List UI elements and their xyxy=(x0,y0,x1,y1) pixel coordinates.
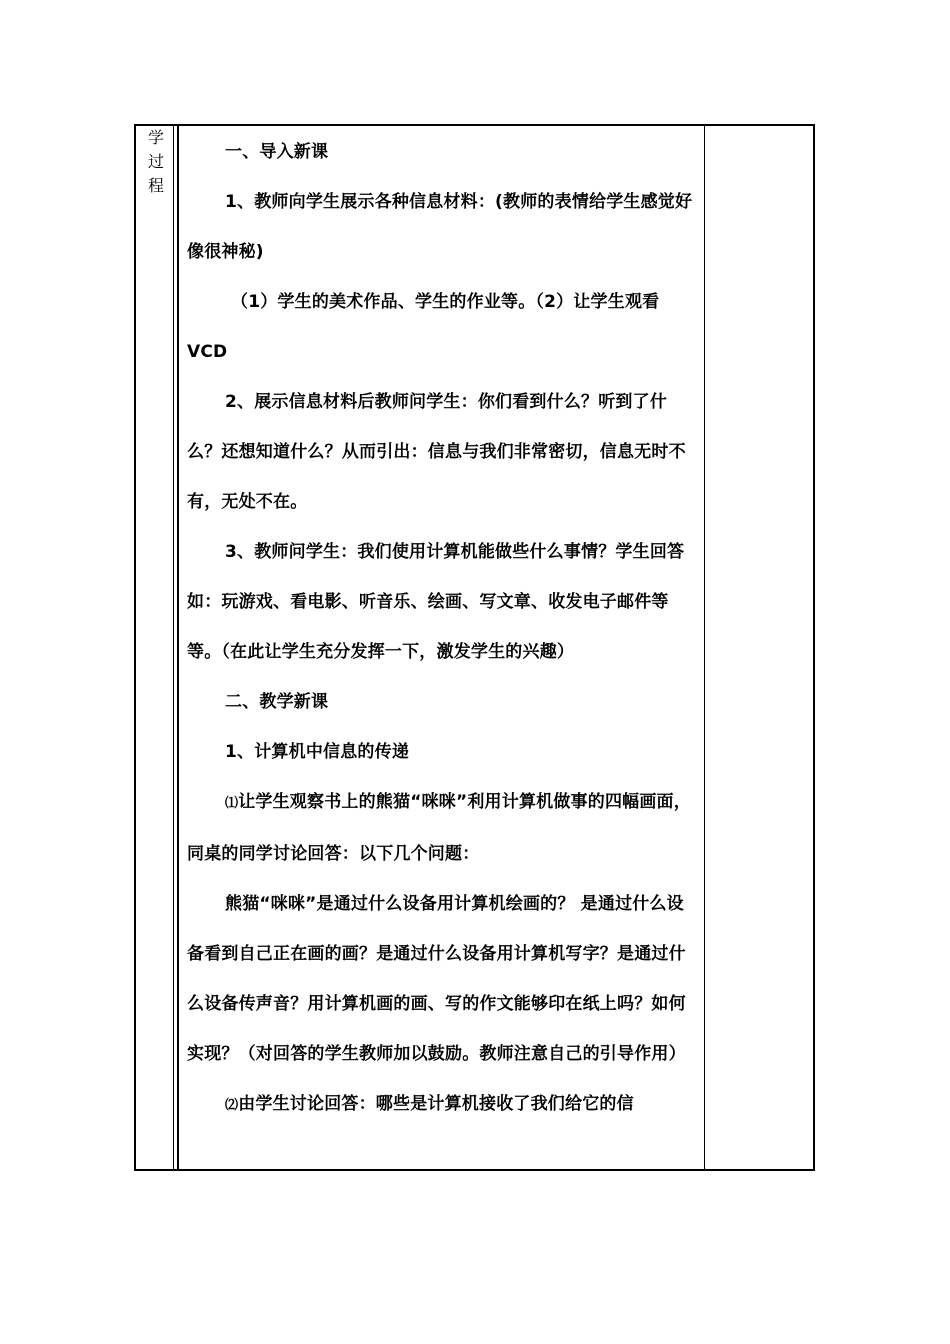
section-label-char: 过 xyxy=(147,152,164,171)
column-divider-right xyxy=(704,126,705,1169)
subheading-transfer: 1、计算机中信息的传递 xyxy=(225,742,410,762)
heading-new-lesson: 二、教学新课 xyxy=(225,692,329,712)
section-label-char: 程 xyxy=(147,176,164,195)
paragraph-questions: 熊猫“咪咪”是通过什么设备用计算机绘画的？ 是通过什么设备看到自己正在画的画？是通过什么设备用计算机写字？是通过什么设备传声音？用计算机画的画、写的作文能够印在纸上吗？如何实现？（对回答的学生教师加以鼓励。教师注意自己的引导作用） xyxy=(187,894,686,1064)
paragraph-discuss xyxy=(187,1079,699,1131)
paragraph-2: 2、展示信息材料后教师问学生：你们看到什么？听到了什么？还想知道什么？从而引出：信息与我们非常密切，信息无时不有，无处不在。 xyxy=(187,392,686,512)
paragraph-observe xyxy=(187,777,699,879)
column-divider-left xyxy=(177,126,179,1169)
paragraph-observe-text: 让学生观察书上的熊猫“咪咪”利用计算机做事的四幅画面，同桌的同学讨论回答：以下几个问题： xyxy=(187,792,691,864)
lesson-table xyxy=(134,124,815,1171)
column-divider-inner xyxy=(173,126,174,1169)
paragraph-discuss-text: 由学生讨论回答：哪些是计算机接收了我们给它的信 xyxy=(238,1094,634,1114)
heading-intro: 一、导入新课 xyxy=(225,142,329,162)
item-marker: ⑵ xyxy=(225,1098,239,1113)
section-label xyxy=(142,126,170,198)
teaching-process-content xyxy=(187,127,699,1131)
section-label-char: 学 xyxy=(147,128,164,147)
paragraph-1: 1、教师向学生展示各种信息材料：(教师的表情给学生感觉好像很神秘) xyxy=(187,192,693,262)
item-marker: ⑴ xyxy=(225,796,239,811)
paragraph-3: 3、教师问学生：我们使用计算机能做些什么事情？学生回答如：玩游戏、看电影、听音乐、绘画、写文章、收发电子邮件等等。（在此让学生充分发挥一下，激发学生的兴趣） xyxy=(187,542,685,662)
paragraph-materials: （1）学生的美术作品、学生的作业等。（2）让学生观看VCD xyxy=(187,292,660,362)
